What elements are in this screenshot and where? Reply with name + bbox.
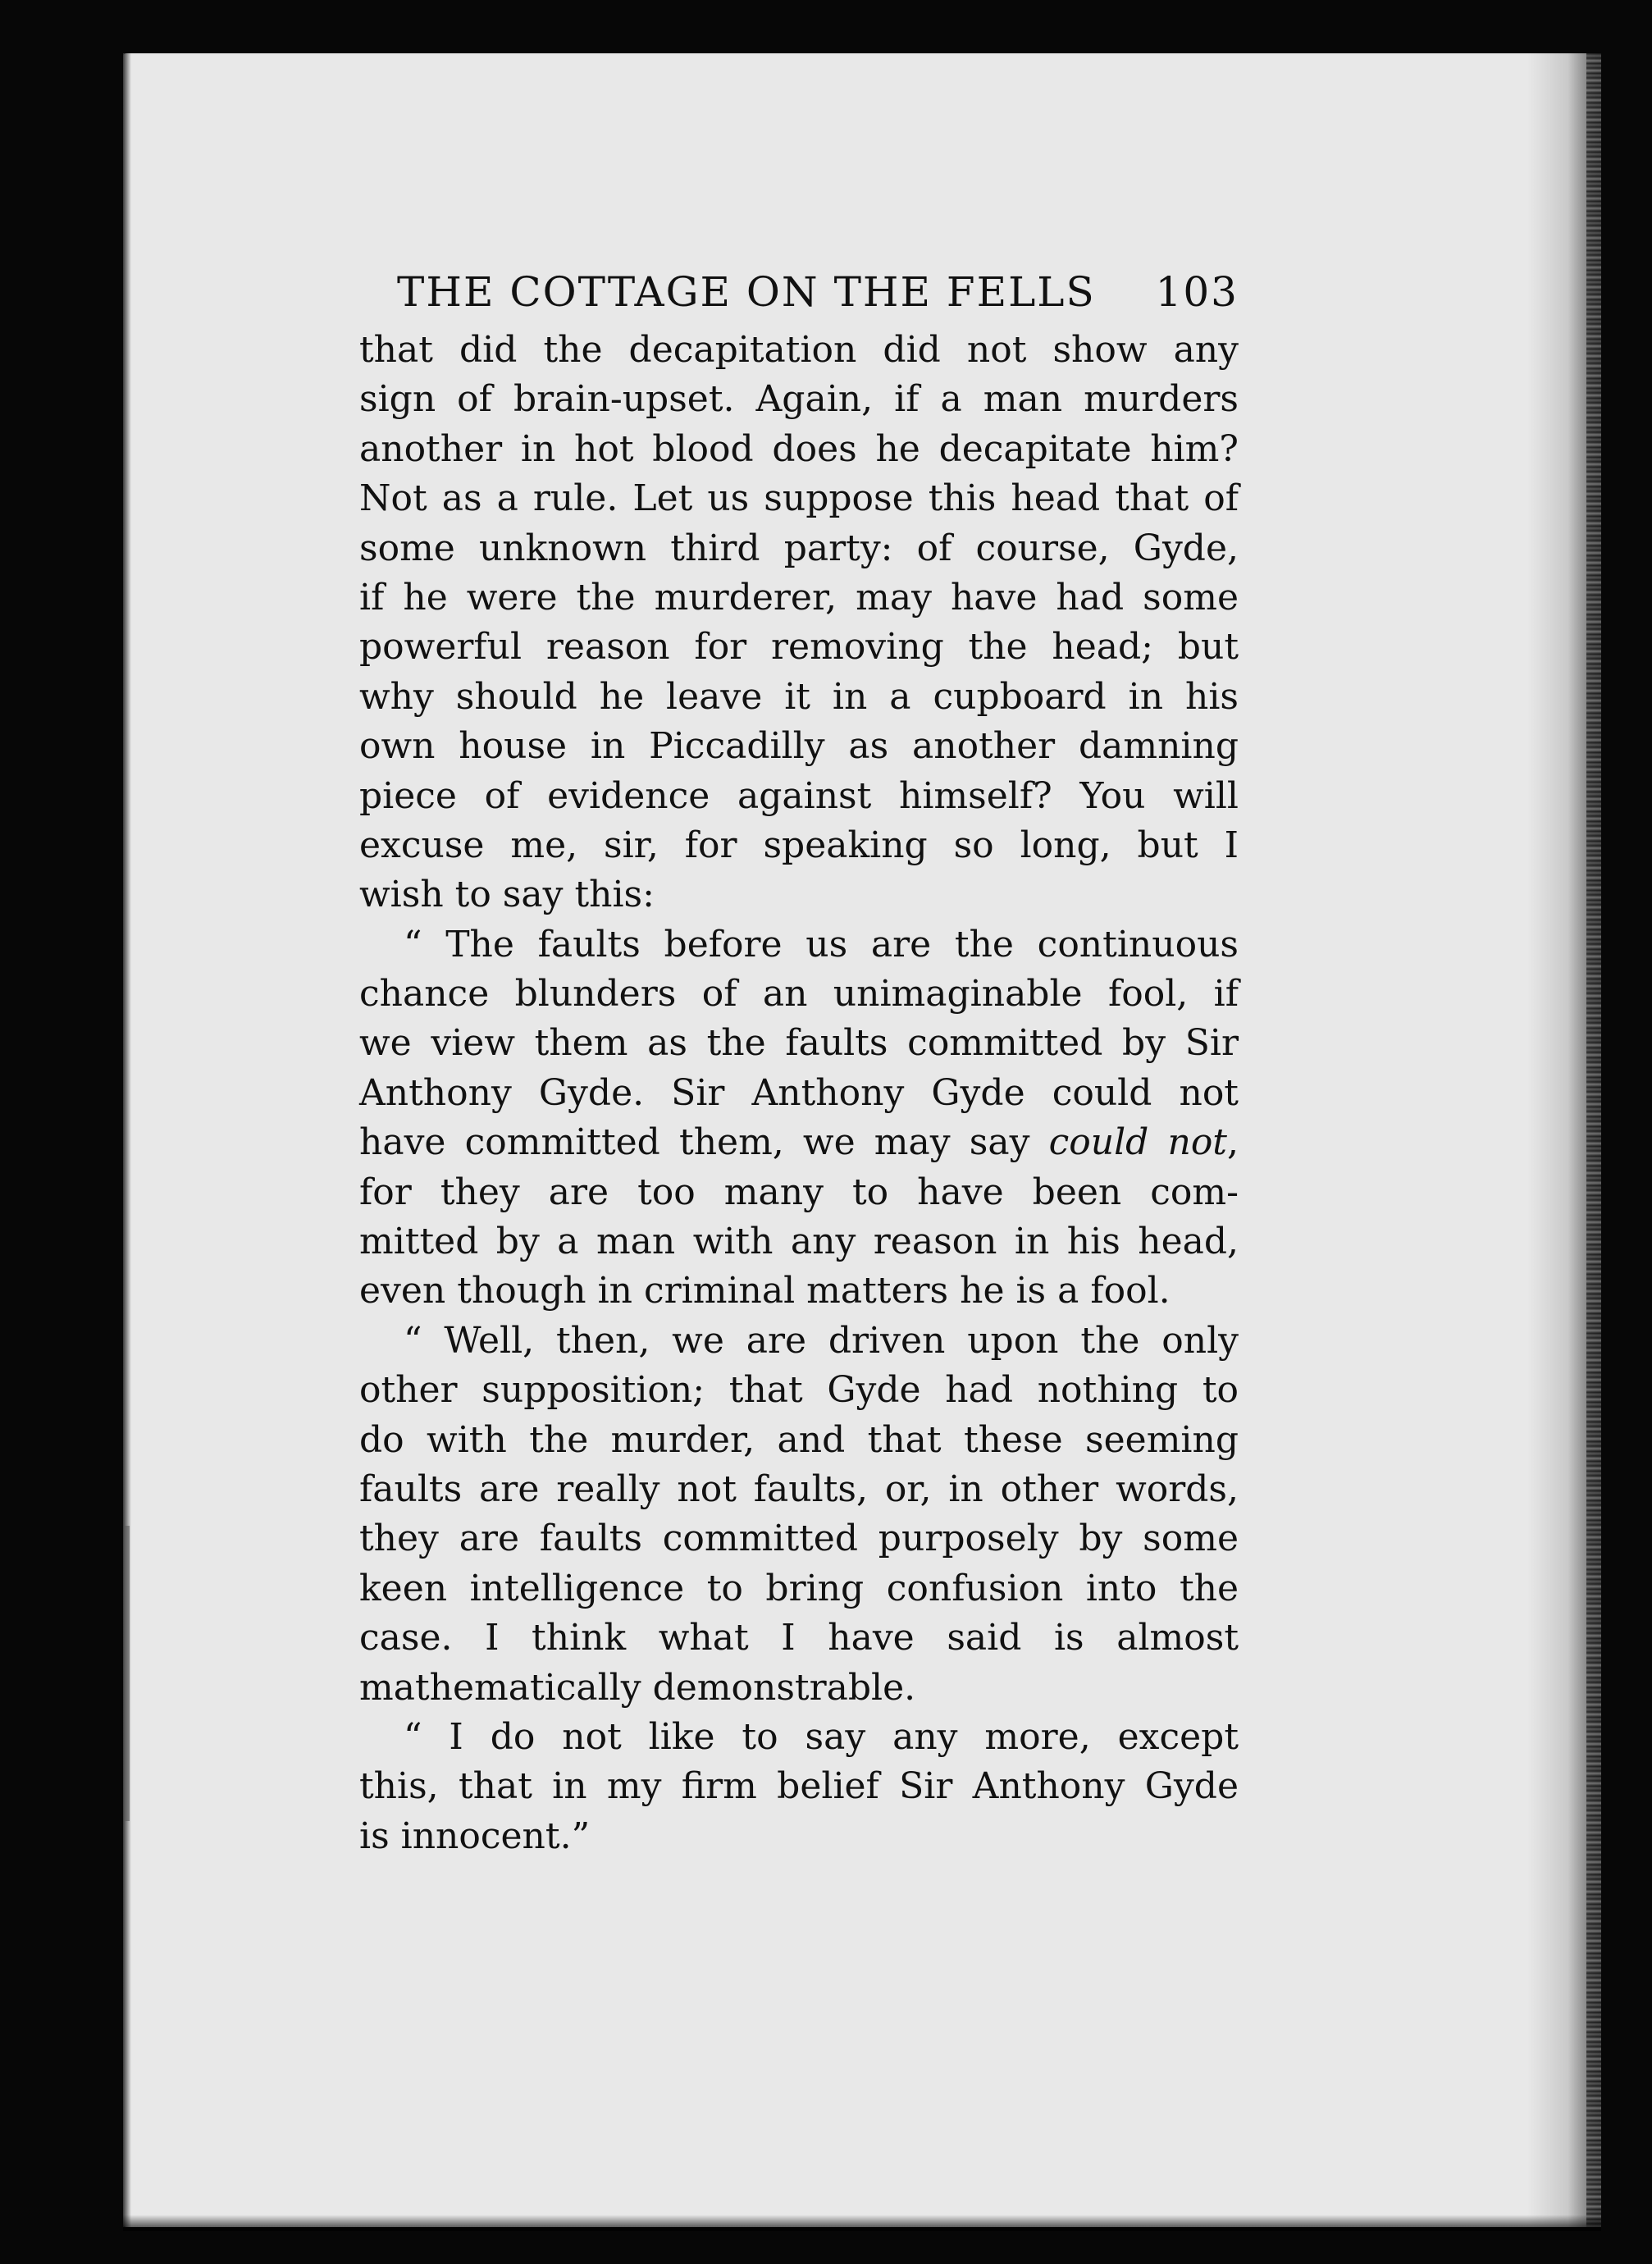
text-line: faults are really not faults, or, in other words,	[359, 1467, 1239, 1510]
text-block	[359, 258, 1239, 1861]
text-line: own house in Piccadilly as another damning	[359, 725, 1239, 768]
text-line-with-italic	[359, 1118, 1239, 1167]
page-bottom-shadow	[123, 2215, 1601, 2231]
text-line: if he were the murderer, may have had some	[359, 576, 1239, 618]
text-line: they are faults committed purposely by some	[359, 1518, 1239, 1560]
page-number: 103	[1155, 268, 1239, 316]
text-line: we view them as the faults committed by Sir	[359, 1022, 1239, 1065]
text-line: this, that in my firm belief Sir Anthony Gyde	[359, 1765, 1239, 1808]
text-line: Not as a rule. Let us suppose this head that of	[359, 477, 1239, 520]
text-run: have committed them, we may say	[359, 1121, 1049, 1164]
text-line: why should he leave it in a cupboard in his	[359, 675, 1239, 718]
page-gutter	[123, 53, 131, 2227]
text-line: wish to say this:	[359, 874, 655, 916]
text-line: other supposition; that Gyde had nothing to	[359, 1369, 1239, 1412]
text-line: piece of evidence against himself? You will	[359, 774, 1239, 817]
text-line: do with the murder, and that these seeming	[359, 1418, 1239, 1461]
text-line: powerful reason for removing the head; but	[359, 626, 1239, 669]
text-line: mitted by a man with any reason in his head,	[359, 1221, 1239, 1263]
text-line: keen intelligence to bring confusion into the	[359, 1567, 1239, 1609]
italic-emphasis: could not	[1048, 1121, 1227, 1164]
text-run: ,	[1227, 1121, 1239, 1164]
gutter-mark	[125, 1526, 130, 1821]
text-line: excuse me, sir, for speaking so long, but I	[359, 824, 1239, 866]
text-line: that did the decapitation did not show any	[359, 329, 1239, 371]
text-line: chance blunders of an unimaginable fool, if	[359, 973, 1239, 1016]
text-line: some unknown third party: of course, Gyde,	[359, 527, 1239, 569]
text-line: for they are too many to have been com-	[359, 1171, 1239, 1213]
text-line: mathematically demonstrable.	[359, 1666, 916, 1709]
text-line: Anthony Gyde. Sir Anthony Gyde could not	[359, 1071, 1239, 1114]
paragraph-first-line: “ I do not like to say any more, except	[404, 1715, 1239, 1758]
text-line: is innocent.”	[359, 1814, 591, 1857]
text-line: even though in criminal matters he is a fool.	[359, 1270, 1171, 1312]
running-head	[359, 258, 1239, 326]
page-fore-edge	[1527, 53, 1601, 2227]
text-line: case. I think what I have said is almost	[359, 1617, 1239, 1659]
text-line: another in hot blood does he decapitate him?	[359, 427, 1239, 470]
text-line: sign of brain-upset. Again, if a man murders	[359, 378, 1239, 421]
running-title: THE COTTAGE ON THE FELLS	[397, 268, 1096, 316]
paragraph-first-line: “ The faults before us are the continuous	[404, 923, 1239, 965]
paragraph-first-line: “ Well, then, we are driven upon the only	[404, 1319, 1239, 1362]
